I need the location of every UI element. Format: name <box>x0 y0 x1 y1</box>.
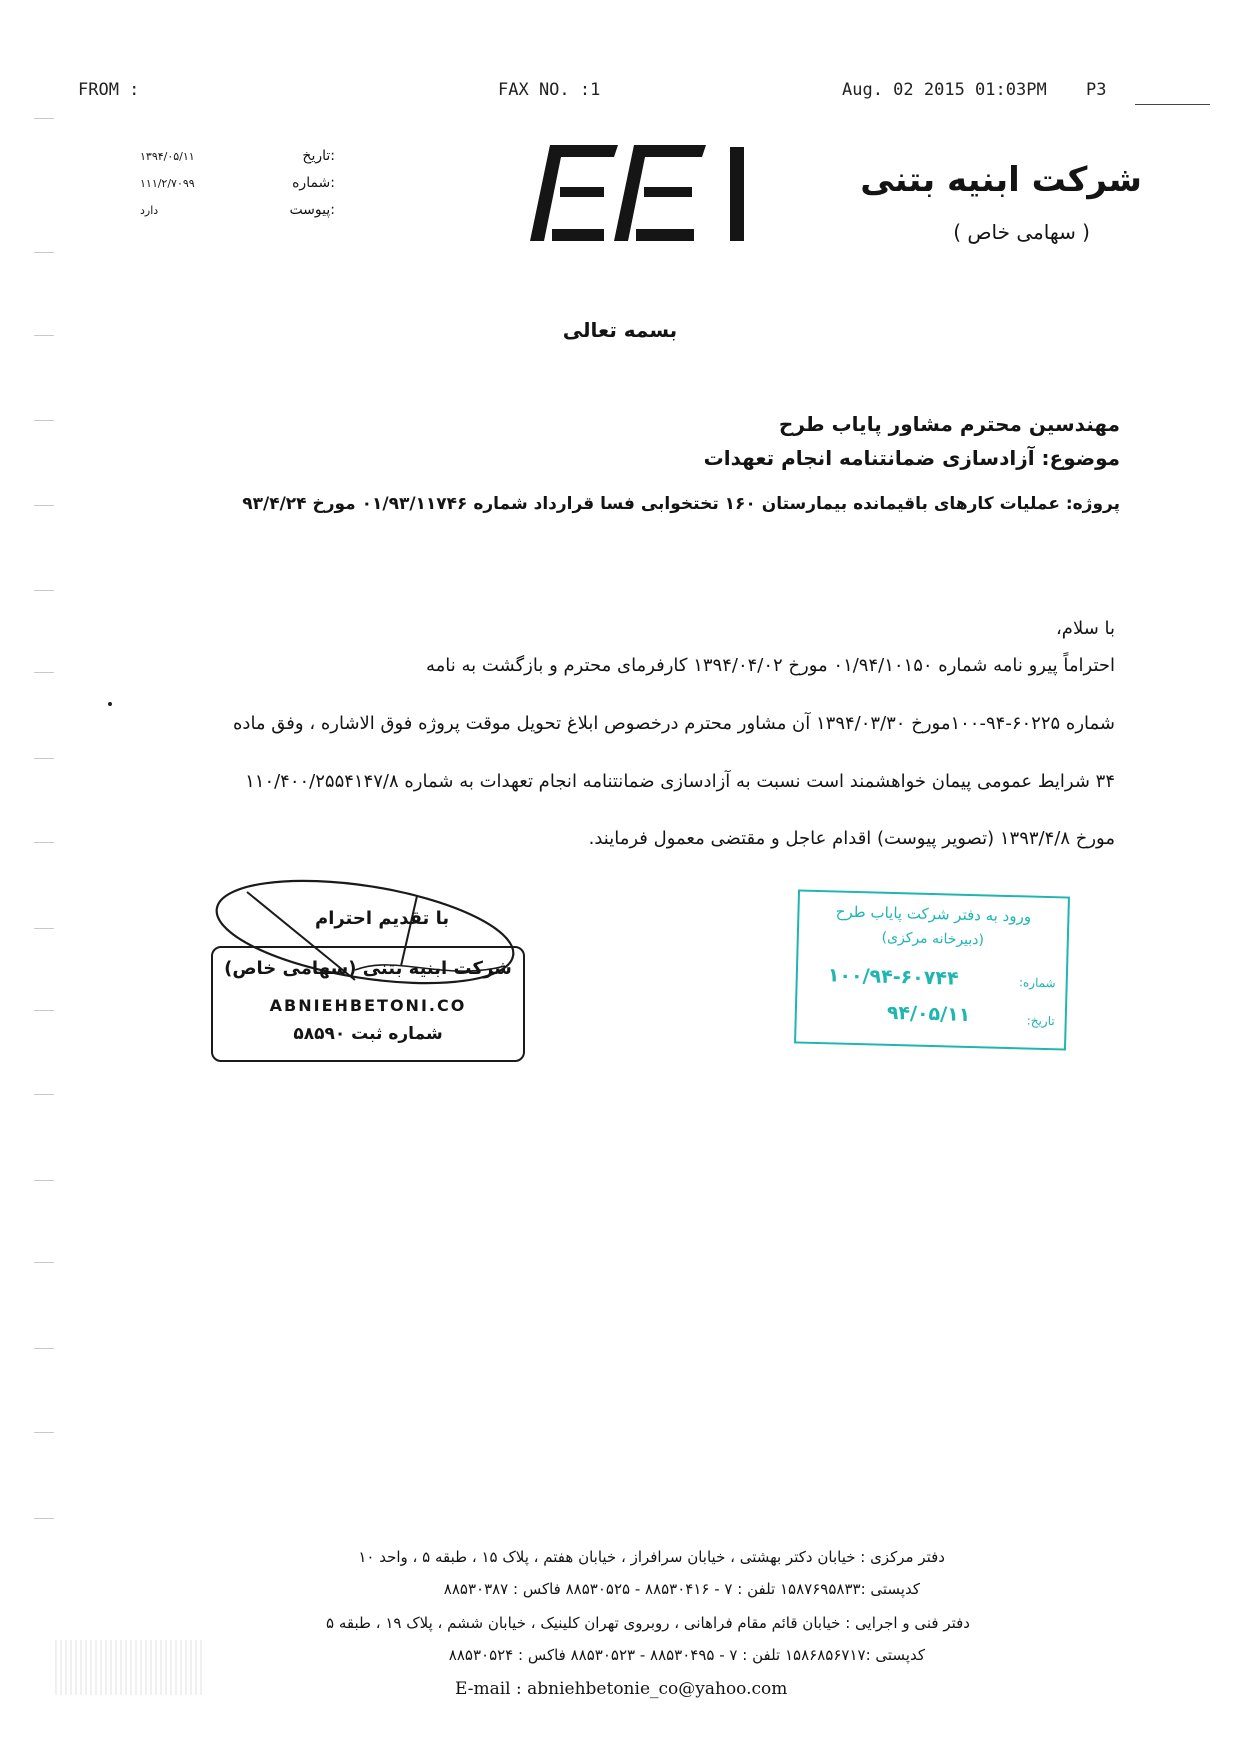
attachment-value: دارد <box>140 204 159 217</box>
receipt-date-label: تاریخ: <box>1026 1013 1055 1029</box>
fax-page: P3 <box>1086 80 1107 100</box>
number-label: شماره: <box>292 175 335 191</box>
number-value: ۱۱۱/۲/۷۰۹۹ <box>140 177 195 190</box>
receipt-date-value: ۹۴/۰۵/۱۱ <box>886 1001 971 1027</box>
meta-attachment <box>140 202 335 224</box>
receipt-stamp-title: ورود به دفتر شرکت پایاب طرح <box>835 902 1032 926</box>
stamp-company-name: شرکت ابنیه بتنی (سهامی خاص) <box>224 958 512 979</box>
receipt-stamp <box>794 889 1070 1050</box>
meta-number <box>140 175 335 197</box>
body-line-1: احتراماً پیرو نامه شماره ۰۱/۹۴/۱۰۱۵۰ مورخ ۱۳۹۴/۰۴/۰۲ کارفرمای محترم و بازگشت به نامه <box>425 655 1115 676</box>
body-line-2: شماره ۶۰۲۲۵-۹۴-۱۰۰مورخ ۱۳۹۴/۰۳/۳۰ آن مشاور محترم درخصوص ابلاغ تحویل موقت پروژه فوق الاشاره ، وفق ماده <box>233 713 1115 734</box>
fax-from: FROM : <box>78 80 140 100</box>
date-value: ۱۳۹۴/۰۵/۱۱ <box>140 150 195 163</box>
header-rule <box>1135 104 1210 105</box>
scan-noise <box>55 1640 205 1695</box>
footer-technical-address: دفتر فنی و اجرایی : خیابان قائم مقام فراهانی ، روبروی تهران کلینیک ، خیابان ششم ، پلاک ۱۹ ، طبقه ۵ <box>326 1614 970 1632</box>
footer-central-contact: کدپستی :۱۵۸۷۶۹۵۸۳۳ تلفن : ۷ - ۸۸۵۳۰۴۱۶ - ۸۸۵۳۰۵۲۵ فاکس : ۸۸۵۳۰۳۸۷ <box>443 1580 920 1598</box>
footer-technical-contact: کدپستی :۱۵۸۶۸۵۶۷۱۷ تلفن : ۷ - ۸۸۵۳۰۴۹۵ - ۸۸۵۳۰۵۲۳ فاکس : ۸۸۵۳۰۵۲۴ <box>448 1646 925 1664</box>
attachment-label: پیوست: <box>289 202 335 218</box>
project: پروژه: عملیات کارهای باقیمانده بیمارستان ۱۶۰ تختخوابی فسا قرارداد شماره ۰۱/۹۳/۱۱۷۴۶ مورخ ۹۳/۴/۲۴ <box>242 494 1120 514</box>
invocation: بسمه تعالی <box>562 318 678 342</box>
stamp-registration: شماره ثبت ۵۸۵۹۰ <box>293 1024 443 1044</box>
addressee: مهندسین محترم مشاور پایاب طرح <box>778 412 1120 436</box>
receipt-number-value: ۱۰۰/۹۴-۶۰۷۴۴ <box>827 964 959 990</box>
company-name: شرکت ابنیه بتنی <box>860 160 1142 200</box>
footer-email: E-mail : abniehbetonie_co@yahoo.com <box>455 1679 788 1699</box>
greeting: با سلام، <box>1056 618 1115 639</box>
signature-stamp <box>205 870 545 1070</box>
stamp-latin-name: ABNIEHBETONI.CO <box>269 996 467 1015</box>
body-line-4: مورخ ۱۳۹۳/۴/۸ (تصویر پیوست) اقدام عاجل و مقتضی معمول فرمایند. <box>588 828 1115 849</box>
fax-number: FAX NO. :1 <box>498 80 601 100</box>
company-logo <box>530 145 752 241</box>
company-stamp-box <box>211 946 525 1062</box>
fax-datetime: Aug. 02 2015 01:03PM <box>842 80 1047 100</box>
receipt-number-label: شماره: <box>1018 975 1056 991</box>
company-type: ( سهامی خاص ) <box>953 220 1090 244</box>
subject: موضوع: آزادسازی ضمانتنامه انجام تعهدات <box>703 446 1120 470</box>
date-label: تاریخ: <box>302 148 335 164</box>
closing-text: با تقدیم احترام <box>315 908 450 929</box>
body-line-3: ۳۴ شرایط عمومی پیمان خواهشمند است نسبت به آزادسازی ضمانتنامه انجام تعهدات به شماره ۱۱۰/۴۰۰/۲۵۵۴۱۴۷/۸ <box>245 771 1115 792</box>
scan-dot <box>108 702 112 706</box>
footer-central-address: دفتر مرکزی : خیابان دکتر بهشتی ، خیابان سرافراز ، خیابان هفتم ، پلاک ۱۵ ، طبقه ۵ ، واحد ۱۰ <box>358 1548 945 1566</box>
receipt-stamp-subtitle: (دبیرخانه مرکزی) <box>881 929 985 949</box>
meta-date <box>140 148 335 170</box>
